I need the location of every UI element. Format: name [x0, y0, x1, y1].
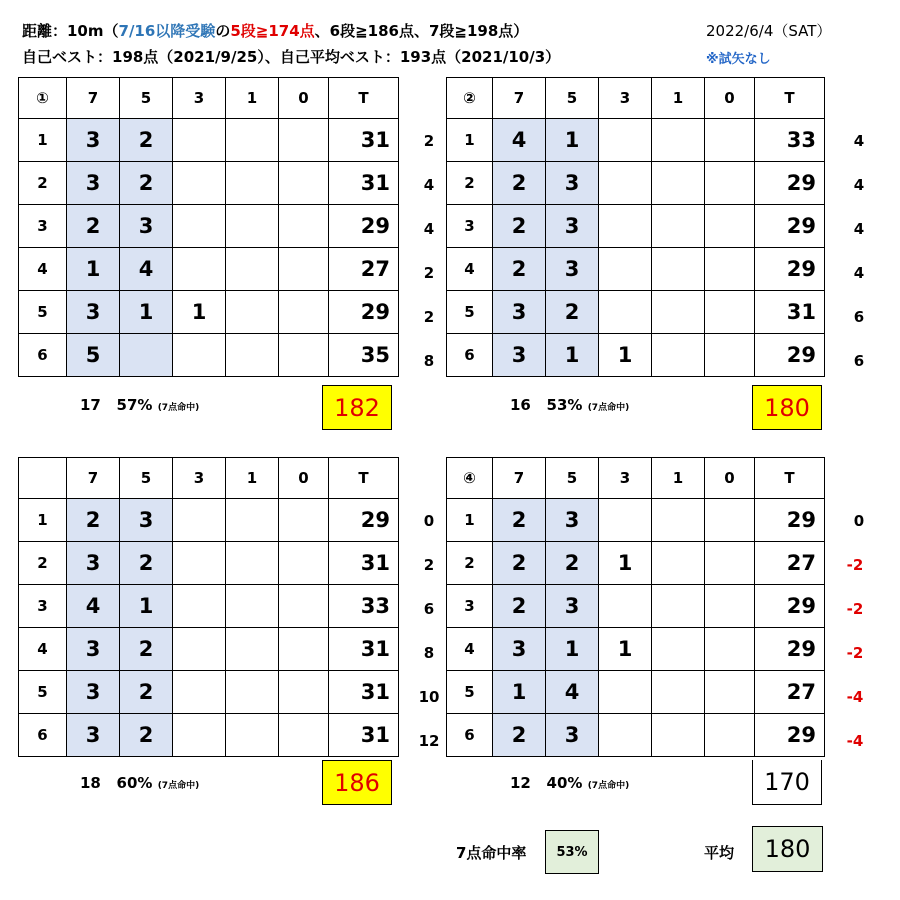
- row-number: 1: [447, 119, 493, 162]
- side-value: -2: [846, 600, 864, 618]
- count-1: [652, 628, 705, 671]
- row-total: 31: [329, 542, 399, 585]
- count-7: 4: [493, 119, 546, 162]
- count-5: 3: [546, 162, 599, 205]
- table-row: [447, 542, 825, 585]
- count-5: 4: [546, 671, 599, 714]
- count-7: 3: [67, 542, 120, 585]
- count-1: [652, 248, 705, 291]
- count-3: [173, 119, 226, 162]
- side-value: 4: [853, 132, 865, 150]
- count-7: 1: [493, 671, 546, 714]
- game-total-3: 186: [322, 760, 392, 805]
- table-header-row: [19, 78, 399, 119]
- count-1: [226, 291, 279, 334]
- count-0: [279, 205, 329, 248]
- count-7: 2: [493, 542, 546, 585]
- count-5: 2: [120, 542, 173, 585]
- count-3: [599, 585, 652, 628]
- row-number: 6: [447, 714, 493, 757]
- col-7: 7: [67, 458, 120, 499]
- side-value: 4: [853, 264, 865, 282]
- count-5: 1: [120, 585, 173, 628]
- count-0: [279, 628, 329, 671]
- table-row: [19, 334, 399, 377]
- row-total: 31: [329, 714, 399, 757]
- count-1: [226, 248, 279, 291]
- count-3: [173, 162, 226, 205]
- count-3: [173, 334, 226, 377]
- hit-rate-note: (7点命中): [587, 781, 630, 791]
- count-1: [652, 119, 705, 162]
- row-total: 29: [755, 248, 825, 291]
- game-total-4: 170: [752, 760, 822, 805]
- hit-rate: 53%: [546, 396, 583, 414]
- header-6dan-7dan: 、6段≧186点、7段≧198点）: [314, 22, 529, 40]
- count-3: [599, 205, 652, 248]
- hit-count: 16: [510, 396, 531, 414]
- count-7: 3: [67, 714, 120, 757]
- count-0: [705, 119, 755, 162]
- row-number: 4: [447, 628, 493, 671]
- count-0: [705, 205, 755, 248]
- row-number: 4: [19, 248, 67, 291]
- side-value: -2: [846, 556, 864, 574]
- count-7: 3: [493, 628, 546, 671]
- score-table-3: [18, 457, 399, 757]
- table-row: [19, 248, 399, 291]
- count-1: [226, 499, 279, 542]
- table-row: [19, 628, 399, 671]
- count-0: [279, 162, 329, 205]
- row-total: 29: [329, 205, 399, 248]
- col-1: 1: [652, 458, 705, 499]
- count-1: [652, 499, 705, 542]
- table-header-row: [447, 458, 825, 499]
- col-3: 3: [173, 78, 226, 119]
- hit-rate: 60%: [116, 774, 153, 792]
- date: 2022/6/4（SAT）: [706, 22, 832, 40]
- count-0: [705, 628, 755, 671]
- side-value: 2: [423, 132, 435, 150]
- count-0: [705, 162, 755, 205]
- count-0: [279, 671, 329, 714]
- count-0: [705, 499, 755, 542]
- table-row: [19, 585, 399, 628]
- count-1: [226, 585, 279, 628]
- side-value: -4: [846, 688, 864, 706]
- count-3: [173, 205, 226, 248]
- count-1: [226, 162, 279, 205]
- header-distance: 距離：10m（: [22, 22, 119, 40]
- row-total: 29: [329, 291, 399, 334]
- count-5: 1: [546, 628, 599, 671]
- row-total: 31: [329, 119, 399, 162]
- row-number: 3: [19, 205, 67, 248]
- row-total: 29: [755, 499, 825, 542]
- count-3: [173, 585, 226, 628]
- col-5: 5: [120, 78, 173, 119]
- count-3: 1: [599, 542, 652, 585]
- side-value: 6: [423, 600, 435, 618]
- count-1: [652, 334, 705, 377]
- col-5: 5: [546, 458, 599, 499]
- count-5: 3: [120, 205, 173, 248]
- row-total: 31: [329, 162, 399, 205]
- count-3: [599, 248, 652, 291]
- row-number: 6: [19, 714, 67, 757]
- average-label: 平均: [704, 844, 735, 862]
- game-label: ④: [447, 458, 493, 499]
- count-0: [705, 291, 755, 334]
- table-row: [447, 119, 825, 162]
- row-number: 3: [447, 585, 493, 628]
- count-1: [226, 334, 279, 377]
- table-row: [447, 205, 825, 248]
- count-0: [279, 714, 329, 757]
- side-value: 6: [853, 308, 865, 326]
- count-1: [226, 671, 279, 714]
- row-number: 1: [19, 119, 67, 162]
- hit-rate-label: 7点命中率: [456, 844, 527, 862]
- count-3: 1: [599, 628, 652, 671]
- count-5: 2: [120, 119, 173, 162]
- count-7: 2: [493, 499, 546, 542]
- row-total: 29: [755, 162, 825, 205]
- score-table-2: [446, 77, 825, 377]
- side-value: 4: [423, 220, 435, 238]
- count-3: [599, 162, 652, 205]
- count-0: [279, 291, 329, 334]
- table-row: [19, 499, 399, 542]
- count-7: 3: [67, 628, 120, 671]
- count-3: [173, 628, 226, 671]
- table-row: [19, 291, 399, 334]
- table-row: [447, 499, 825, 542]
- count-1: [226, 714, 279, 757]
- count-5: 2: [120, 714, 173, 757]
- count-3: [599, 119, 652, 162]
- row-total: 29: [755, 205, 825, 248]
- row-number: 2: [19, 162, 67, 205]
- count-5: 1: [546, 334, 599, 377]
- side-value: 6: [853, 352, 865, 370]
- col-7: 7: [493, 78, 546, 119]
- table-header-row: [447, 78, 825, 119]
- table-row: [447, 291, 825, 334]
- row-total: 29: [755, 334, 825, 377]
- side-value: 4: [423, 176, 435, 194]
- table-row: [19, 119, 399, 162]
- header-5dan: 5段≧174点: [230, 22, 315, 40]
- hit-count: 17: [80, 396, 101, 414]
- side-value: 0: [423, 512, 435, 530]
- row-number: 6: [447, 334, 493, 377]
- col-7: 7: [493, 458, 546, 499]
- count-0: [279, 542, 329, 585]
- row-total: 35: [329, 334, 399, 377]
- col-3: 3: [173, 458, 226, 499]
- row-number: 5: [19, 671, 67, 714]
- count-5: 3: [546, 248, 599, 291]
- row-total: 31: [329, 671, 399, 714]
- hit-count: 18: [80, 774, 101, 792]
- count-7: 2: [493, 205, 546, 248]
- game-label: [19, 458, 67, 499]
- game-label: ②: [447, 78, 493, 119]
- count-0: [279, 119, 329, 162]
- side-value: 8: [423, 644, 435, 662]
- table-row: [447, 585, 825, 628]
- personal-best: 自己ベスト：198点（2021/9/25）、自己平均ベスト：193点（2021/10/3）: [22, 48, 561, 66]
- col-7: 7: [67, 78, 120, 119]
- count-1: [652, 291, 705, 334]
- row-total: 27: [755, 542, 825, 585]
- col-total: T: [755, 458, 825, 499]
- row-number: 5: [447, 671, 493, 714]
- count-3: 1: [599, 334, 652, 377]
- row-total: 29: [755, 628, 825, 671]
- score-table-1: [18, 77, 399, 377]
- row-number: 5: [19, 291, 67, 334]
- table-row: [19, 205, 399, 248]
- table-row: [447, 248, 825, 291]
- side-value: 2: [423, 556, 435, 574]
- game-stats-2: [510, 396, 629, 414]
- count-3: [599, 291, 652, 334]
- count-5: 3: [546, 585, 599, 628]
- count-7: 3: [67, 671, 120, 714]
- count-5: 2: [120, 671, 173, 714]
- count-5: 3: [120, 499, 173, 542]
- count-0: [279, 248, 329, 291]
- count-3: [173, 499, 226, 542]
- count-1: [652, 585, 705, 628]
- count-3: [173, 671, 226, 714]
- count-7: 4: [67, 585, 120, 628]
- score-table-4: [446, 457, 825, 757]
- count-7: 2: [493, 162, 546, 205]
- row-number: 2: [19, 542, 67, 585]
- table-header-row: [19, 458, 399, 499]
- side-value: 2: [423, 264, 435, 282]
- row-total: 33: [329, 585, 399, 628]
- header-exam-date: 7/16以降受験: [118, 22, 216, 40]
- hit-rate: 40%: [546, 774, 583, 792]
- count-5: 2: [120, 628, 173, 671]
- count-0: [279, 334, 329, 377]
- count-0: [705, 542, 755, 585]
- side-value: 8: [423, 352, 435, 370]
- col-0: 0: [705, 458, 755, 499]
- side-value: 12: [418, 732, 440, 750]
- count-3: [173, 542, 226, 585]
- count-5: 1: [120, 291, 173, 334]
- count-0: [705, 585, 755, 628]
- side-value: 4: [853, 176, 865, 194]
- count-1: [226, 205, 279, 248]
- game-label: ①: [19, 78, 67, 119]
- col-1: 1: [226, 78, 279, 119]
- count-3: [173, 714, 226, 757]
- row-number: 1: [19, 499, 67, 542]
- count-7: 5: [67, 334, 120, 377]
- col-total: T: [329, 458, 399, 499]
- game-stats-4: [510, 774, 629, 792]
- table-row: [19, 671, 399, 714]
- side-value: -2: [846, 644, 864, 662]
- row-number: 6: [19, 334, 67, 377]
- count-3: [599, 714, 652, 757]
- row-total: 33: [755, 119, 825, 162]
- hit-rate-note: (7点命中): [157, 403, 200, 413]
- side-value: 4: [853, 220, 865, 238]
- count-7: 2: [493, 714, 546, 757]
- col-3: 3: [599, 78, 652, 119]
- count-5: 2: [546, 542, 599, 585]
- side-value: 10: [418, 688, 440, 706]
- count-1: [226, 628, 279, 671]
- row-total: 27: [755, 671, 825, 714]
- table-row: [19, 714, 399, 757]
- count-5: 2: [120, 162, 173, 205]
- col-5: 5: [120, 458, 173, 499]
- hit-rate-note: (7点命中): [587, 403, 630, 413]
- count-1: [652, 714, 705, 757]
- count-7: 2: [493, 585, 546, 628]
- count-7: 2: [67, 499, 120, 542]
- count-5: 3: [546, 499, 599, 542]
- average-score: 180: [752, 826, 823, 872]
- row-total: 31: [755, 291, 825, 334]
- row-number: 4: [19, 628, 67, 671]
- count-0: [705, 334, 755, 377]
- count-5: [120, 334, 173, 377]
- col-0: 0: [279, 458, 329, 499]
- count-0: [705, 671, 755, 714]
- row-number: 1: [447, 499, 493, 542]
- count-7: 2: [493, 248, 546, 291]
- count-3: [599, 499, 652, 542]
- col-total: T: [329, 78, 399, 119]
- row-total: 29: [755, 585, 825, 628]
- count-0: [705, 714, 755, 757]
- count-7: 3: [67, 291, 120, 334]
- count-1: [652, 162, 705, 205]
- col-1: 1: [226, 458, 279, 499]
- count-7: 1: [67, 248, 120, 291]
- row-number: 3: [19, 585, 67, 628]
- row-number: 4: [447, 248, 493, 291]
- row-total: 29: [329, 499, 399, 542]
- table-row: [447, 334, 825, 377]
- overall-hit-rate: 53%: [545, 830, 599, 874]
- no-trial-note: ※試矢なし: [706, 52, 771, 67]
- col-5: 5: [546, 78, 599, 119]
- table-row: [447, 628, 825, 671]
- count-7: 2: [67, 205, 120, 248]
- table-row: [447, 714, 825, 757]
- count-0: [705, 248, 755, 291]
- row-total: 27: [329, 248, 399, 291]
- table-row: [447, 162, 825, 205]
- header-no: の: [215, 22, 231, 40]
- count-1: [652, 542, 705, 585]
- count-3: [173, 248, 226, 291]
- side-value: 0: [853, 512, 865, 530]
- table-row: [447, 671, 825, 714]
- count-7: 3: [67, 162, 120, 205]
- row-number: 2: [447, 162, 493, 205]
- hit-rate-note: (7点命中): [157, 781, 200, 791]
- row-total: 31: [329, 628, 399, 671]
- distance-header: [22, 20, 528, 41]
- count-3: [599, 671, 652, 714]
- count-5: 1: [546, 119, 599, 162]
- col-1: 1: [652, 78, 705, 119]
- col-3: 3: [599, 458, 652, 499]
- hit-rate: 57%: [116, 396, 153, 414]
- hit-count: 12: [510, 774, 531, 792]
- table-row: [19, 542, 399, 585]
- count-0: [279, 499, 329, 542]
- count-1: [652, 205, 705, 248]
- count-1: [652, 671, 705, 714]
- count-5: 3: [546, 714, 599, 757]
- game-stats-3: [80, 774, 199, 792]
- side-value: -4: [846, 732, 864, 750]
- count-3: 1: [173, 291, 226, 334]
- count-5: 2: [546, 291, 599, 334]
- count-1: [226, 119, 279, 162]
- count-7: 3: [493, 334, 546, 377]
- count-5: 4: [120, 248, 173, 291]
- count-5: 3: [546, 205, 599, 248]
- row-total: 29: [755, 714, 825, 757]
- count-7: 3: [67, 119, 120, 162]
- game-total-1: 182: [322, 385, 392, 430]
- col-0: 0: [705, 78, 755, 119]
- table-row: [19, 162, 399, 205]
- game-total-2: 180: [752, 385, 822, 430]
- count-0: [279, 585, 329, 628]
- game-stats-1: [80, 396, 199, 414]
- col-total: T: [755, 78, 825, 119]
- row-number: 2: [447, 542, 493, 585]
- count-7: 3: [493, 291, 546, 334]
- side-value: 2: [423, 308, 435, 326]
- count-1: [226, 542, 279, 585]
- col-0: 0: [279, 78, 329, 119]
- row-number: 3: [447, 205, 493, 248]
- row-number: 5: [447, 291, 493, 334]
